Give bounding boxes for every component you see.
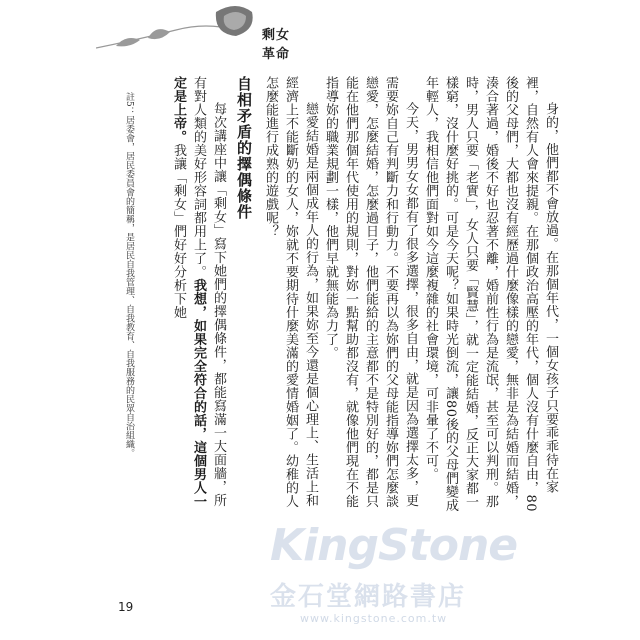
section-heading: 自相矛盾的擇偶條件 xyxy=(235,76,253,220)
body-text xyxy=(120,76,560,516)
page-header xyxy=(96,0,296,70)
page-number: 19 xyxy=(118,600,134,614)
footnote: 註5：居委會，居民委員會的簡稱，是居民自我管理、自我教育、自我服務的民眾自治組織。 xyxy=(124,92,134,458)
running-header-title: 剩女革命 xyxy=(262,28,291,62)
rose-ornament-icon xyxy=(96,0,266,60)
watermark xyxy=(270,520,610,630)
watermark-chinese: 金石堂網路書店 xyxy=(270,582,467,612)
watermark-brand: KingStone xyxy=(270,520,518,571)
watermark-url: www.kingstone.com.tw xyxy=(300,612,448,625)
paragraph: 身的，他們都不會放過。在那個年代，一個女孩子只要乖乖待在家裡，自然有人會來提親。在那個政治高壓的年代，個人沒有什麼自由，80後的父母們，大都也沒有經歷過什麼像樣的戀愛，無非是為結婚而結婚，湊合著過，婚後不好也忍著不離，婚前性行為是流氓，甚至可以判刑。那時，男人只要「老實」，女人只要「賢慧」，就一定能結婚，反正大家都一樣窮，沒什麼好挑的。可是今天呢？如果時光倒流，讓80後的父母們變成年輕人，我相信他們面對如今這麼複雜的社會環境，可非暈了不可。 xyxy=(423,76,558,513)
paragraph: 今天，男男女女都有了很多選擇，很多自由，就是因為選擇太多，更需要妳自己有判斷力和行動力。不要再以為妳們的父母能指導妳們怎麼談戀愛，怎麼結婚，怎麼過日子，他們能給的主意都不是特別好的，都是只能在他們那個年代使用的規則，對妳一點幫助都沒有，就像他們現在不能指導妳的職業規劃一樣，他們早就無能為力了。 xyxy=(323,76,418,508)
paragraph-text: 我讓「剩女」們好好分析下她 xyxy=(171,143,186,319)
paragraph xyxy=(168,76,228,516)
paragraph-text: 每次講座中讓「剩女」寫下她們的擇偶條件，都能寫滿一大面牆，所有對人類的美好形容詞都用上了。 xyxy=(191,76,226,507)
emphasized-text: 我想，如果完全符合的話，這個男人一定是上帝。 xyxy=(171,76,206,508)
paragraph: 戀愛結婚是兩個成年人的行為，如果妳至今還是個心理上、生活上和經濟上不能斷奶的女人，妳就不要期待什麼美滿的愛情婚姻了。幼稚的人怎麼能進行成熟的遊戲呢？ xyxy=(263,76,318,508)
